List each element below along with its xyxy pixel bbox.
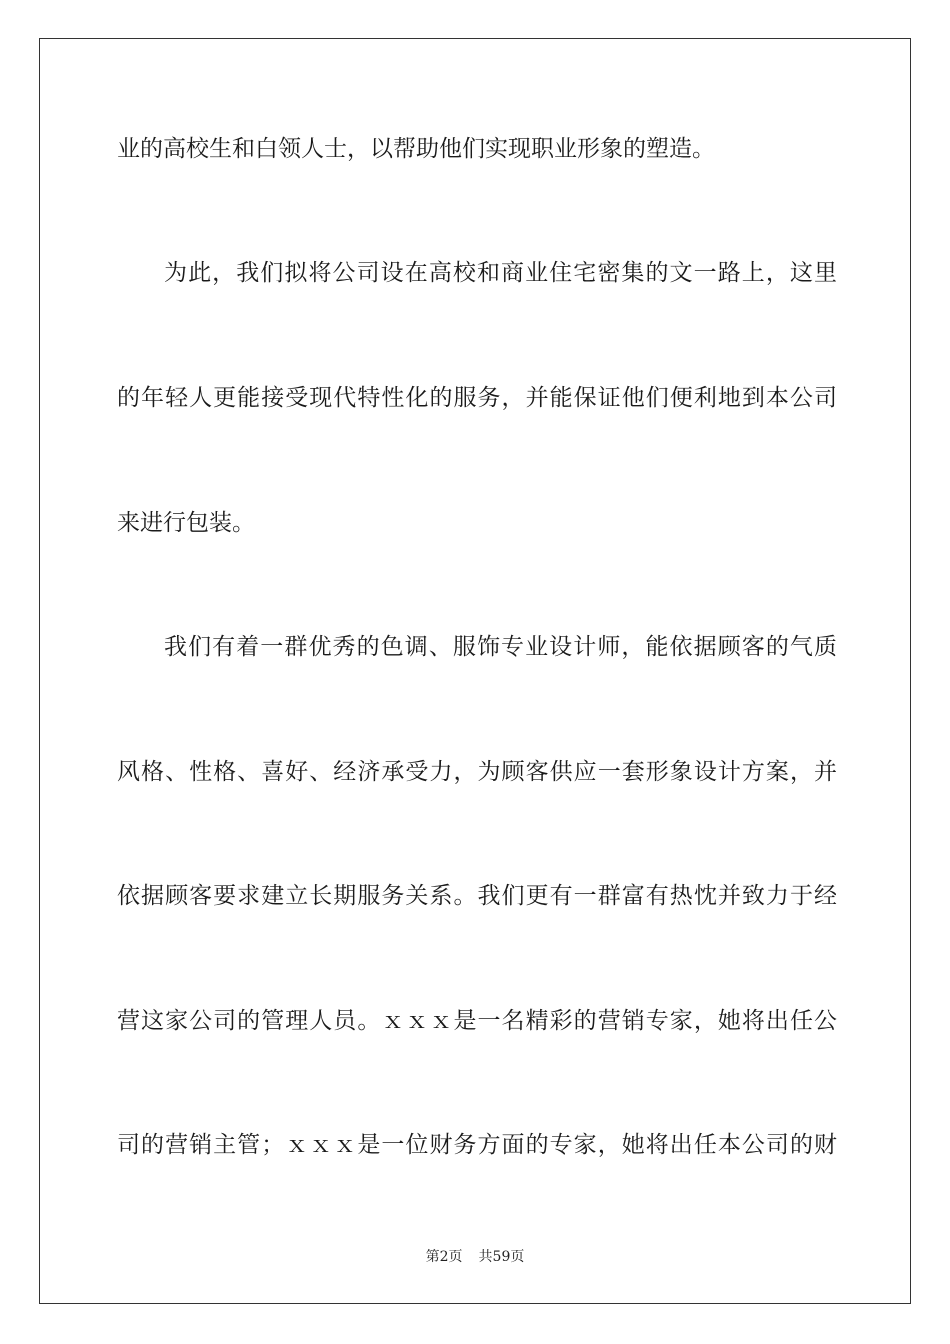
text-line-4: 来进行包装。 (117, 510, 255, 536)
text-line-7: 依据顾客要求建立长期服务关系。我们更有一群富有热忱并致力于经 (117, 883, 837, 909)
page-footer (0, 1246, 950, 1266)
text-line-3: 的年轻人更能接受现代特性化的服务，并能保证他们便利地到本公司 (117, 385, 837, 411)
text-line-1: 业的高校生和白领人士，以帮助他们实现职业形象的塑造。 (117, 136, 715, 162)
text-line-2: 为此，我们拟将公司设在高校和商业住宅密集的文一路上，这里 (164, 260, 837, 286)
page-total: 共59页 (478, 1249, 525, 1265)
text-line-8: 营这家公司的管理人员。ｘｘｘ是一名精彩的营销专家，她将出任公 (117, 1008, 837, 1034)
page-number: 第2页 (425, 1249, 463, 1265)
text-line-9: 司的营销主管；ｘｘｘ是一位财务方面的专家，她将出任本公司的财 (117, 1132, 837, 1158)
text-line-6: 风格、性格、喜好、经济承受力，为顾客供应一套形象设计方案，并 (117, 759, 837, 785)
text-line-5: 我们有着一群优秀的色调、服饰专业设计师，能依据顾客的气质 (164, 634, 837, 660)
page-border (39, 38, 911, 1304)
